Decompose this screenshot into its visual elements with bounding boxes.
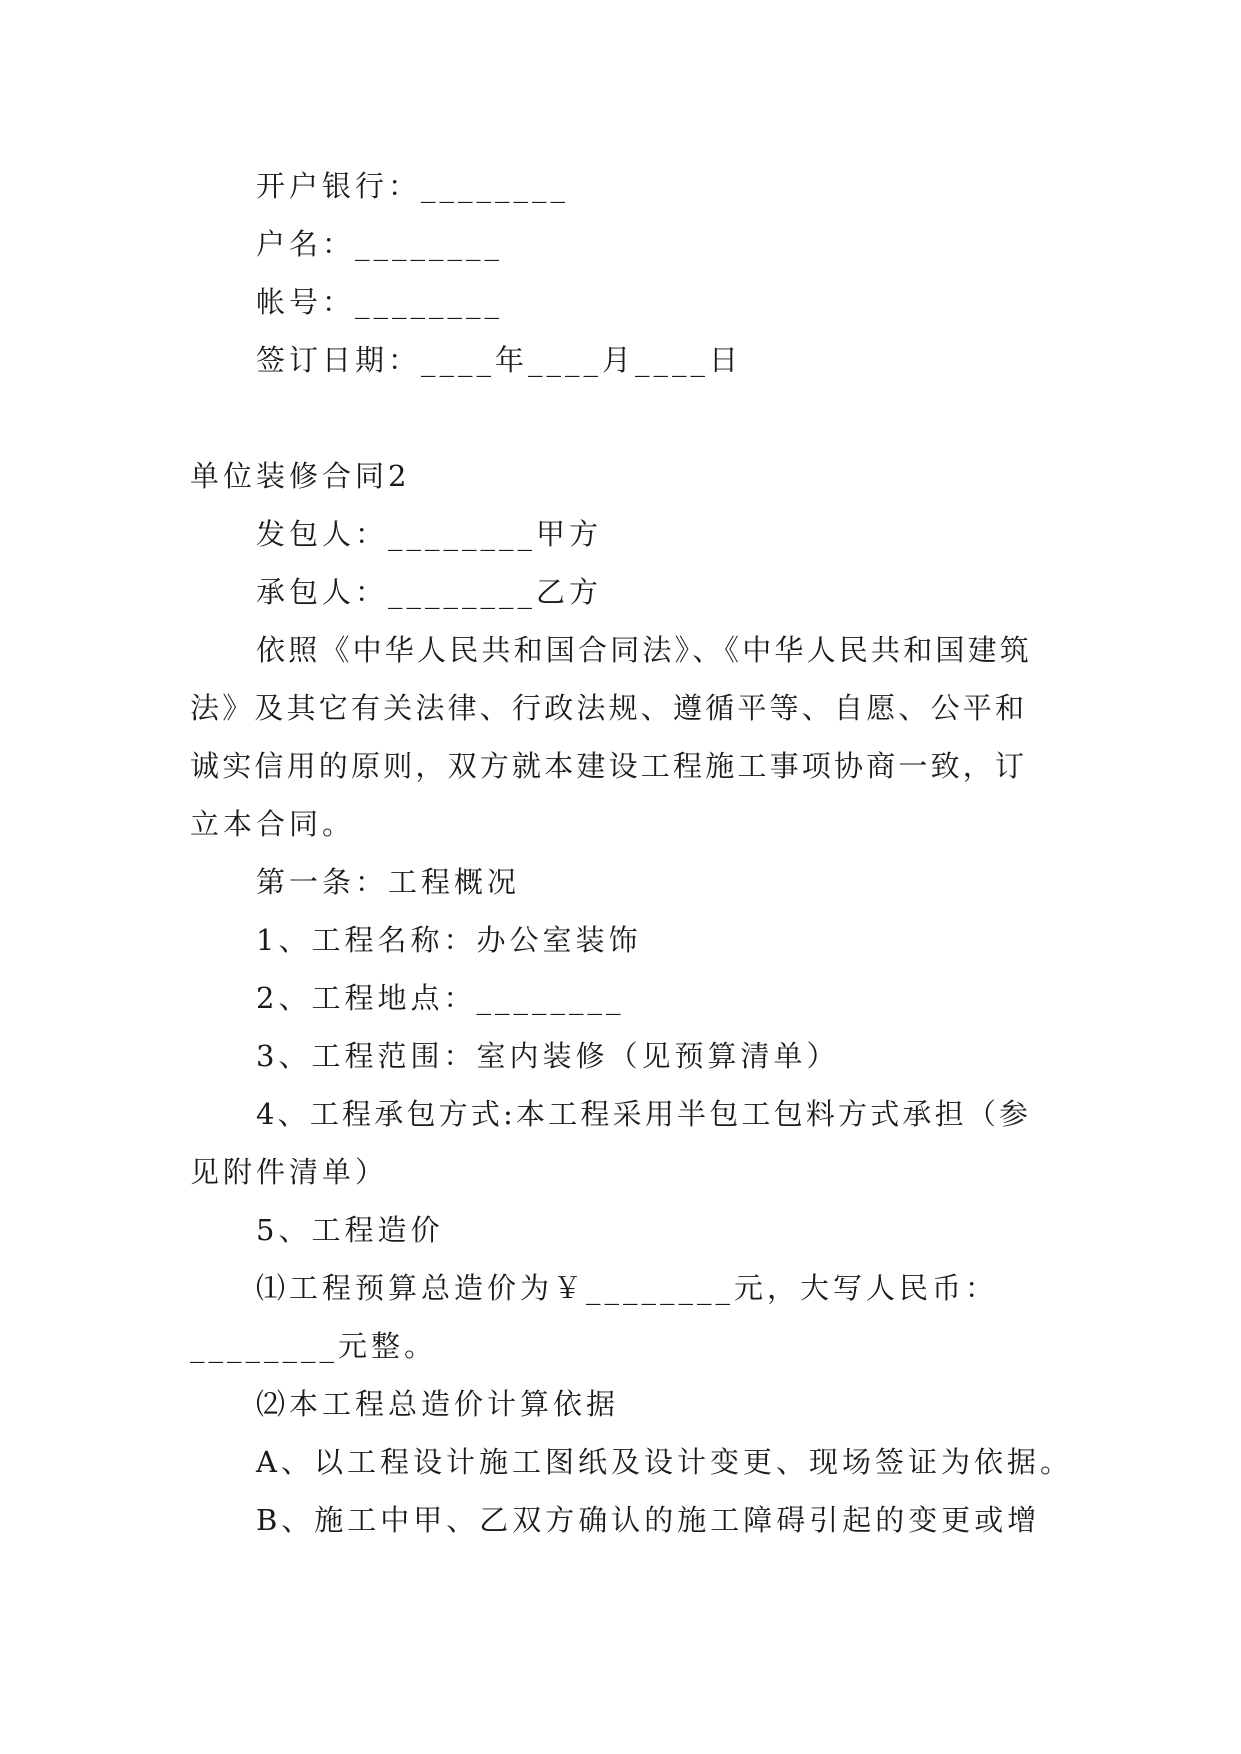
contract-title: 单位装修合同2 <box>190 459 411 493</box>
bank-line: 开户银行：________ <box>256 169 570 203</box>
project-location-line: 2、工程地点：________ <box>256 981 625 1015</box>
party-b-line: 承包人：________乙方 <box>256 575 603 609</box>
preamble-line-2: 法》及其它有关法律、行政法规、遵循平等、自愿、公平和 <box>190 691 1028 725</box>
account-name-line: 户名：________ <box>256 227 504 261</box>
party-a-line: 发包人：________甲方 <box>256 517 603 551</box>
preamble-line-3: 诚实信用的原则，双方就本建设工程施工事项协商一致，订 <box>190 749 1028 783</box>
contract-method-line-2: 见附件清单） <box>190 1155 389 1189</box>
sign-date-line: 签订日期：____年____月____日 <box>256 343 743 377</box>
contract-method-line-1: 4、工程承包方式:本工程采用半包工包料方式承担（参 <box>256 1097 1032 1131</box>
budget-total-line-2: ________元整。 <box>190 1329 438 1363</box>
budget-total-line-1: ⑴工程预算总造价为￥________元，大写人民币： <box>256 1271 999 1305</box>
article-1-heading: 第一条：工程概况 <box>256 865 521 899</box>
cost-basis-item-a: A、以工程设计施工图纸及设计变更、现场签证为依据。 <box>256 1445 1073 1479</box>
cost-basis-item-b: B、施工中甲、乙双方确认的施工障碍引起的变更或增 <box>256 1503 1041 1537</box>
project-name-line: 1、工程名称：办公室装饰 <box>256 923 642 957</box>
cost-basis-heading: ⑵本工程总造价计算依据 <box>256 1387 620 1421</box>
preamble-line-4: 立本合同。 <box>190 807 356 841</box>
preamble-line-1: 依照《中华人民共和国合同法》、《中华人民共和国建筑 <box>256 633 1033 667</box>
project-cost-heading: 5、工程造价 <box>256 1213 444 1247</box>
project-scope-line: 3、工程范围：室内装修（见预算清单） <box>256 1039 840 1073</box>
account-number-line: 帐号：________ <box>256 285 504 319</box>
